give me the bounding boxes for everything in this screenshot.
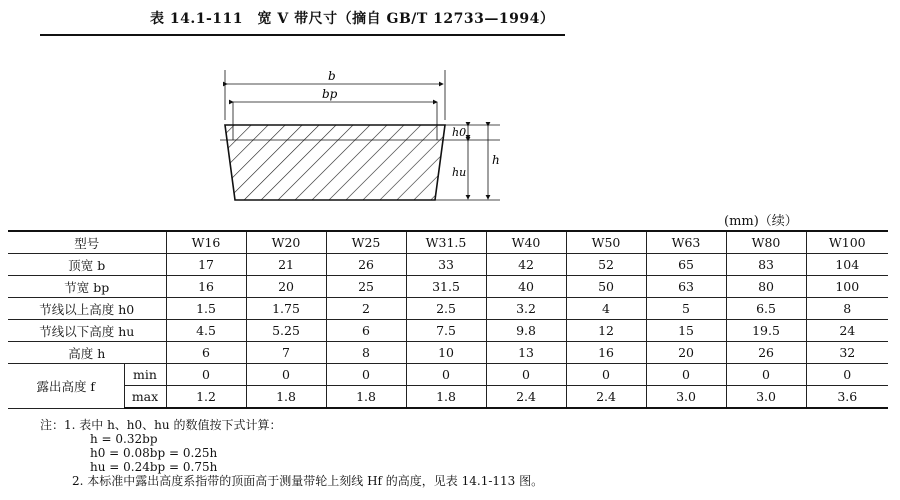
table-cell: 0 — [726, 364, 806, 386]
table-cell: 0 — [246, 364, 326, 386]
model-cell: W16 — [166, 231, 246, 254]
table-cell: 1.8 — [326, 386, 406, 409]
row-label-above-pitch: 节线以上高度 h0 — [8, 298, 166, 320]
title-rule — [40, 34, 565, 36]
table-cell: 13 — [486, 342, 566, 364]
dimension-label-h: h — [492, 153, 500, 167]
table-cell: 50 — [566, 276, 646, 298]
table-cell: 83 — [726, 254, 806, 276]
note-1: 注：1. 表中 h、h0、hu 的数值按下式计算： — [40, 418, 282, 432]
note-2: 2. 本标准中露出高度系指带的顶面高于测量带轮上刻线 Hf 的高度，见表 14.1-113 图。 — [72, 474, 544, 488]
table-cell: 2.4 — [486, 386, 566, 409]
table-cell: 7.5 — [406, 320, 486, 342]
table-cell: 1.75 — [246, 298, 326, 320]
row-label-pitch-width: 节宽 bp — [8, 276, 166, 298]
table-cell: 20 — [246, 276, 326, 298]
table-cell: 25 — [326, 276, 406, 298]
table-cell: 19.5 — [726, 320, 806, 342]
table-cell: 0 — [406, 364, 486, 386]
model-cell: W31.5 — [406, 231, 486, 254]
table-cell: 0 — [486, 364, 566, 386]
belt-dimension-table — [8, 230, 888, 409]
table-cell: 40 — [486, 276, 566, 298]
table-cell: 17 — [166, 254, 246, 276]
table-cell: 0 — [806, 364, 888, 386]
formula-h0: h0 = 0.08bp = 0.25h — [90, 446, 218, 460]
dimension-label-bp: bp — [322, 87, 338, 101]
table-cell: 7 — [246, 342, 326, 364]
table-cell: 6.5 — [726, 298, 806, 320]
table-cell: 24 — [806, 320, 888, 342]
formula-h: h = 0.32bp — [90, 432, 158, 446]
table-cell: 65 — [646, 254, 726, 276]
table-title: 表 14.1-111 宽 V 带尺寸（摘自 GB/T 12733—1994） — [150, 11, 555, 27]
table-cell: 6 — [326, 320, 406, 342]
table-row — [8, 231, 888, 254]
row-label-top-width: 顶宽 b — [8, 254, 166, 276]
table-cell: 16 — [166, 276, 246, 298]
table-cell: 9.8 — [486, 320, 566, 342]
table-row — [8, 386, 888, 409]
table-cell: 6 — [166, 342, 246, 364]
table-cell: 3.0 — [726, 386, 806, 409]
table-cell: 0 — [166, 364, 246, 386]
dimension-label-hu: hu — [452, 166, 467, 179]
table-row — [8, 342, 888, 364]
model-cell: W20 — [246, 231, 326, 254]
table-cell: 1.8 — [406, 386, 486, 409]
row-label-max: max — [124, 386, 166, 409]
table-cell: 10 — [406, 342, 486, 364]
table-cell: 5.25 — [246, 320, 326, 342]
table-cell: 1.8 — [246, 386, 326, 409]
table-row — [8, 276, 888, 298]
table-cell: 31.5 — [406, 276, 486, 298]
table-cell: 1.5 — [166, 298, 246, 320]
table-cell: 21 — [246, 254, 326, 276]
belt-cross-section-diagram — [180, 60, 520, 220]
model-cell: W40 — [486, 231, 566, 254]
belt-section — [225, 125, 445, 200]
table-row — [8, 254, 888, 276]
table-cell: 63 — [646, 276, 726, 298]
table-cell: 32 — [806, 342, 888, 364]
table-cell: 16 — [566, 342, 646, 364]
formula-hu: hu = 0.24bp = 0.75h — [90, 460, 218, 474]
table-notes — [40, 418, 860, 488]
table-cell: 33 — [406, 254, 486, 276]
table-cell: 0 — [646, 364, 726, 386]
table-cell: 2.4 — [566, 386, 646, 409]
model-cell: W25 — [326, 231, 406, 254]
dimension-label-h0: h0 — [452, 126, 467, 139]
table-row — [8, 364, 888, 386]
table-cell: 1.2 — [166, 386, 246, 409]
dimension-label-b: b — [328, 69, 336, 83]
model-cell: W80 — [726, 231, 806, 254]
table-cell: 5 — [646, 298, 726, 320]
table-cell: 52 — [566, 254, 646, 276]
table-cell: 0 — [566, 364, 646, 386]
table-cell: 2 — [326, 298, 406, 320]
row-label-protrusion: 露出高度 f — [8, 364, 124, 409]
table-cell: 3.2 — [486, 298, 566, 320]
table-cell: 4.5 — [166, 320, 246, 342]
table-cell: 80 — [726, 276, 806, 298]
table-cell: 0 — [326, 364, 406, 386]
table-cell: 42 — [486, 254, 566, 276]
table-cell: 4 — [566, 298, 646, 320]
table-cell: 3.6 — [806, 386, 888, 409]
table-cell: 15 — [646, 320, 726, 342]
row-label-height: 高度 h — [8, 342, 166, 364]
model-cell: W50 — [566, 231, 646, 254]
table-cell: 8 — [806, 298, 888, 320]
table-row — [8, 298, 888, 320]
table-cell: 104 — [806, 254, 888, 276]
row-label-min: min — [124, 364, 166, 386]
unit-note: (mm)（续） — [724, 214, 798, 229]
table-cell: 8 — [326, 342, 406, 364]
table-cell: 2.5 — [406, 298, 486, 320]
row-label-below-pitch: 节线以下高度 hu — [8, 320, 166, 342]
table-cell: 26 — [726, 342, 806, 364]
table-row — [8, 320, 888, 342]
table-cell: 12 — [566, 320, 646, 342]
table-cell: 20 — [646, 342, 726, 364]
model-cell: W100 — [806, 231, 888, 254]
table-cell: 3.0 — [646, 386, 726, 409]
table-cell: 100 — [806, 276, 888, 298]
model-cell: W63 — [646, 231, 726, 254]
row-label-model: 型号 — [8, 231, 166, 254]
table-cell: 26 — [326, 254, 406, 276]
